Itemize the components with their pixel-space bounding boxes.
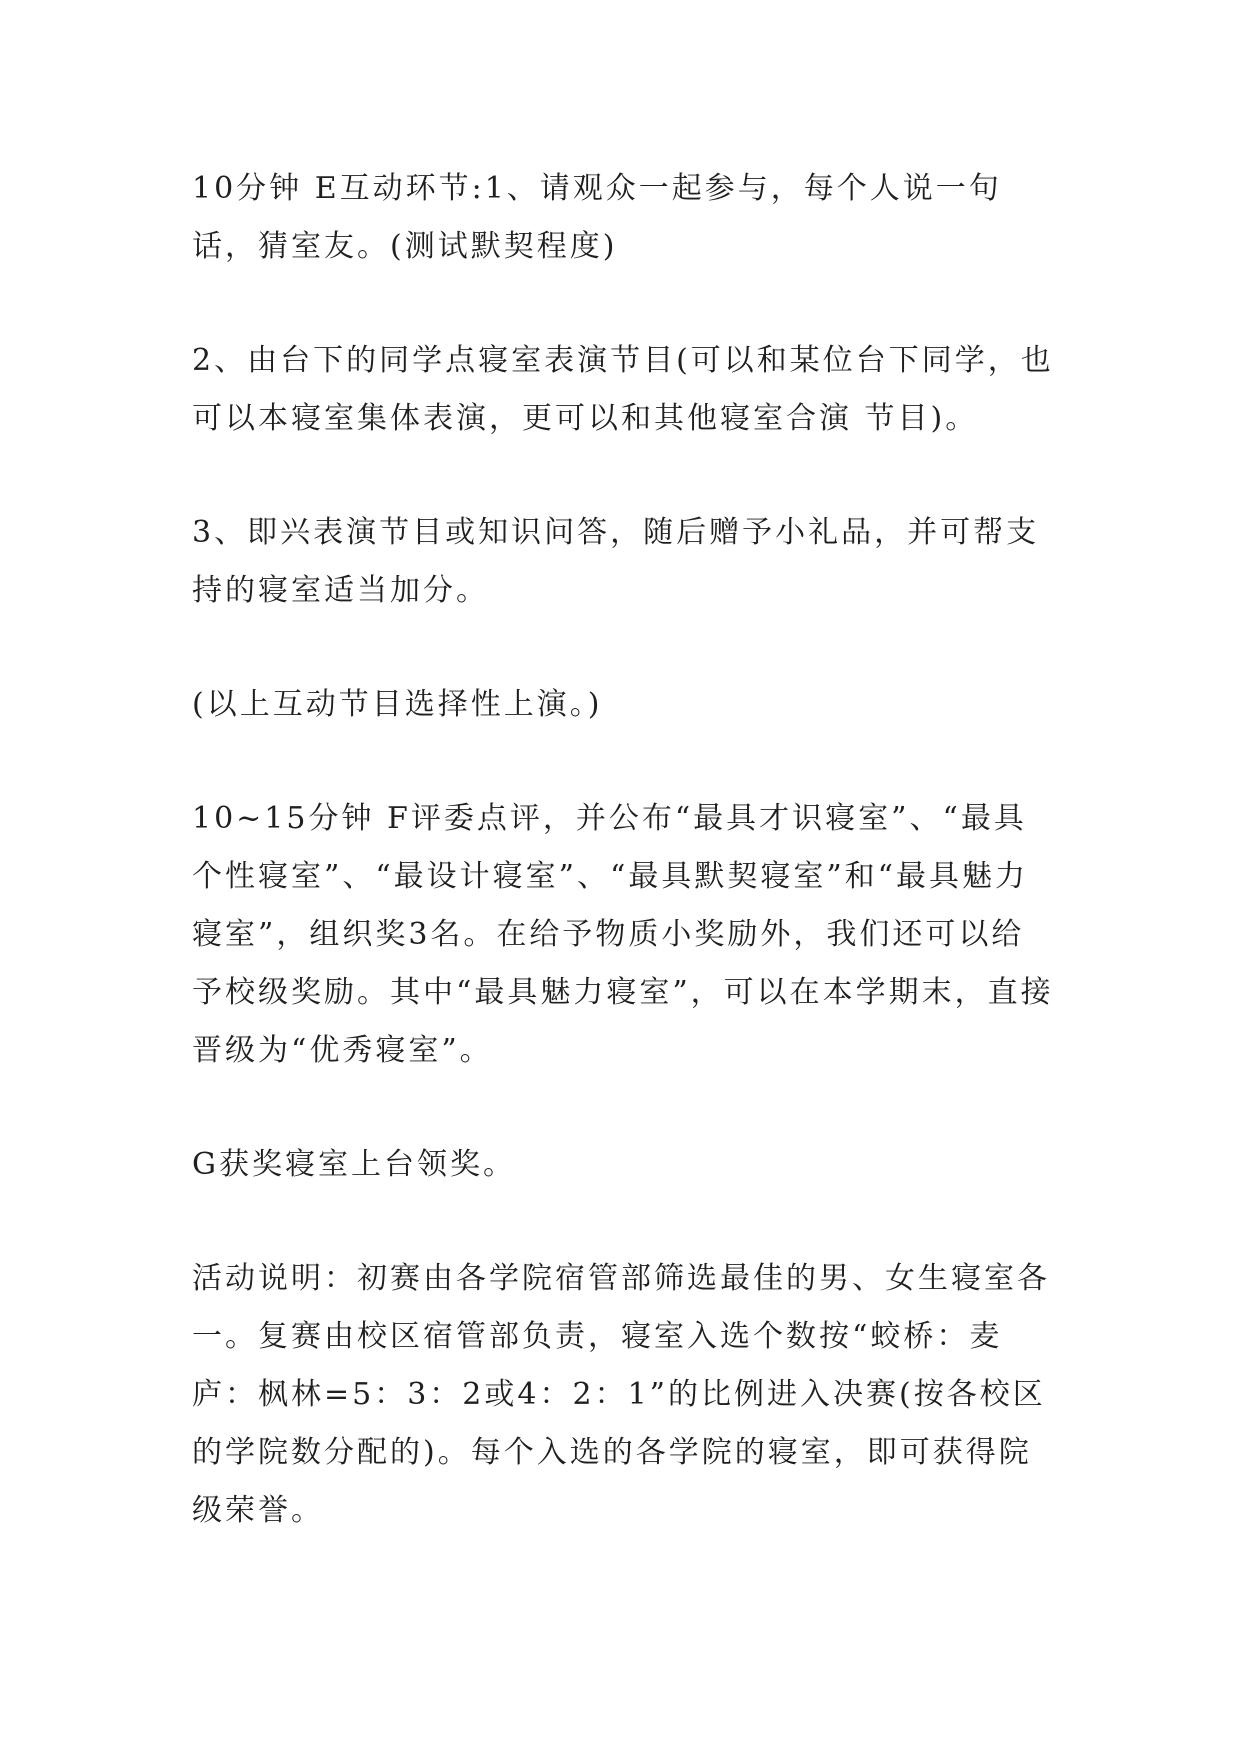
paragraph-award-ceremony: G获奖寝室上台领奖。 (192, 1147, 516, 1182)
paragraph-activity-notes: 活动说明：初赛由各学院宿管部筛选最佳的男、女生寝室各一。复赛由校区宿管部负责，寝室入选个数按“蛟桥：麦庐：枫林=5：3：2或4：2：1”的比例进入决赛(按各校区的学院数分配的)。每个入选的各学院的寝室，即可获得院级荣誉。 (192, 1261, 1050, 1528)
paragraph-interaction-1: 10分钟 E互动环节:1、请观众一起参与，每个人说一句话，猜室友。(测试默契程度) (192, 171, 1002, 264)
paragraph-interaction-note: (以上互动节目选择性上演。) (192, 687, 603, 722)
paragraph-interaction-2: 2、由台下的同学点寝室表演节目(可以和某位台下同学，也可以本寝室集体表演，更可以和其他寝室合演 节目)。 (192, 343, 1054, 436)
document-body (192, 160, 1057, 1596)
paragraph-judges-review: 10~15分钟 F评委点评，并公布“最具才识寝室”、“最具个性寝室”、“最设计寝室”、“最具默契寝室”和“最具魅力寝室”，组织奖3名。在给予物质小奖励外，我们还可以给予校级奖励。其中“最具魅力寝室”，可以在本学期末，直接晋级为“优秀寝室”。 (192, 801, 1054, 1068)
paragraph-interaction-3: 3、即兴表演节目或知识问答，随后赠予小礼品，并可帮支持的寝室适当加分。 (192, 515, 1040, 608)
